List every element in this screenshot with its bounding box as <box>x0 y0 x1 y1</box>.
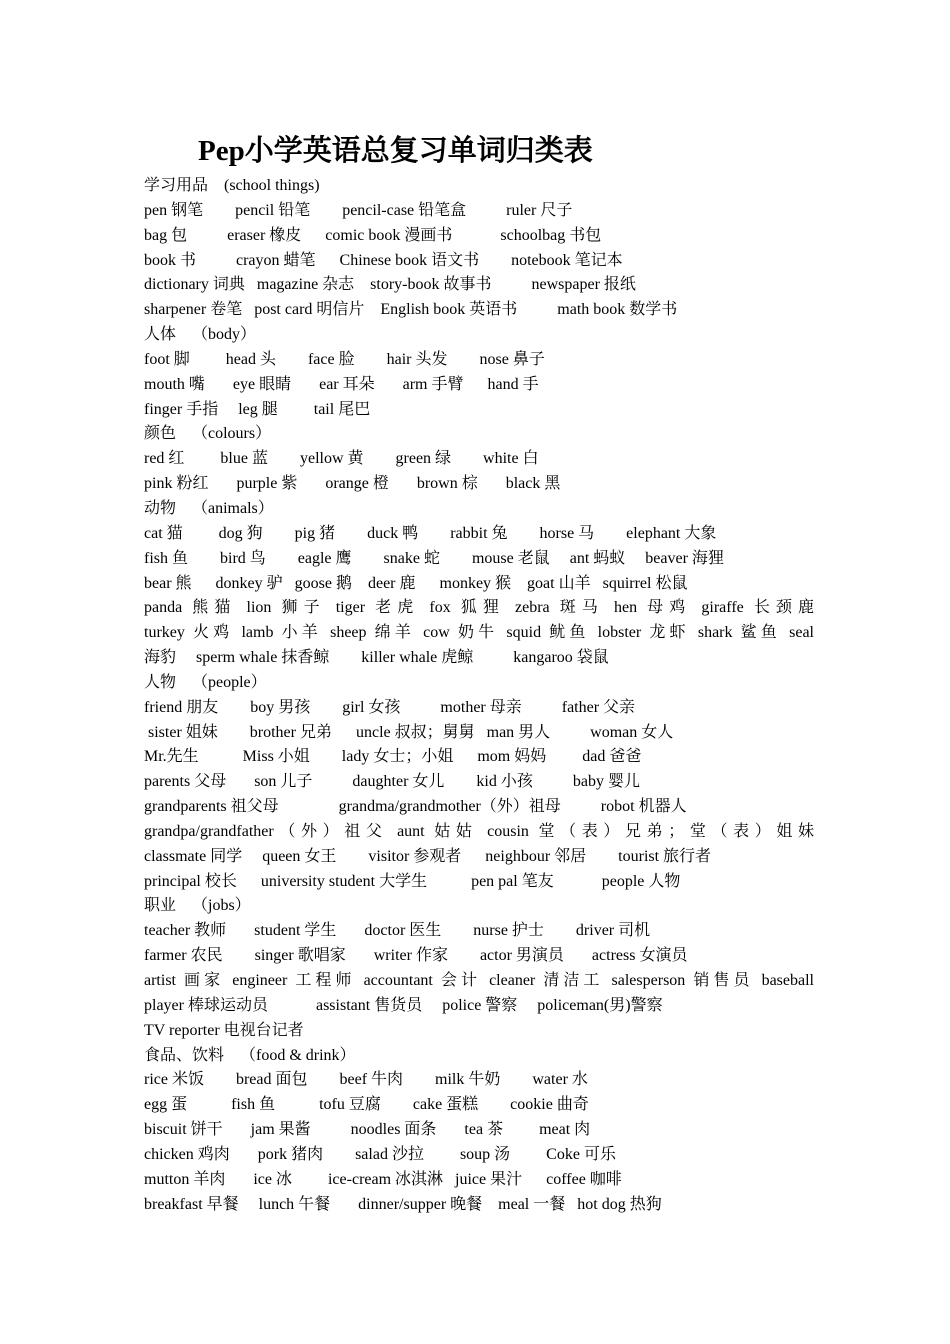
text-line: friend 朋友 boy 男孩 girl 女孩 mother 母亲 father 父亲 <box>144 698 636 716</box>
vocabulary-list <box>144 174 814 1217</box>
text-line: finger 手指 leg 腿 tail 尾巴 <box>144 400 371 418</box>
text-line: player 棒球运动员 assistant 售货员 police 警察 policeman(男)警察 <box>144 996 663 1014</box>
text-line: TV reporter 电视台记者 <box>144 1021 304 1039</box>
text-line: Mr.先生 Miss 小姐 lady 女士；小姐 mom 妈妈 dad 爸爸 <box>144 748 642 766</box>
text-line: 人体 （body） <box>144 326 257 344</box>
text-line: bag 包 eraser 橡皮 comic book 漫画书 schoolbag 书包 <box>144 226 602 244</box>
text-line: parents 父母 son 儿子 daughter 女儿 kid 小孩 baby 婴儿 <box>144 773 640 791</box>
text-line: pen 钢笔 pencil 铅笔 pencil-case 铅笔盒 ruler 尺子 <box>144 201 573 219</box>
text-line: teacher 教师 student 学生 doctor 医生 nurse 护士 driver 司机 <box>144 922 651 940</box>
text-line: dictionary 词典 magazine 杂志 story-book 故事书 newspaper 报纸 <box>144 276 636 294</box>
text-line: egg 蛋 fish 鱼 tofu 豆腐 cake 蛋糕 cookie 曲奇 <box>144 1096 589 1114</box>
text-line: 职业 （jobs） <box>144 897 251 915</box>
text-line: 食品、饮料 （food & drink） <box>144 1046 356 1064</box>
text-line: fish 鱼 bird 鸟 eagle 鹰 snake 蛇 mouse 老鼠 ant 蚂蚁 beaver 海狸 <box>144 549 724 567</box>
text-line: biscuit 饼干 jam 果酱 noodles 面条 tea 茶 meat 肉 <box>144 1121 591 1139</box>
text-line: pink 粉红 purple 紫 orange 橙 brown 棕 black 黑 <box>144 475 561 493</box>
text-line: mouth 嘴 eye 眼睛 ear 耳朵 arm 手臂 hand 手 <box>144 375 539 393</box>
text-line: 学习用品 (school things) <box>144 177 320 194</box>
text-line: 颜色 （colours） <box>144 425 272 443</box>
text-line: book 书 crayon 蜡笔 Chinese book 语文书 notebook 笔记本 <box>144 251 623 269</box>
text-line: 动物 （animals） <box>144 499 274 517</box>
text-line: foot 脚 head 头 face 脸 hair 头发 nose 鼻子 <box>144 350 545 368</box>
text-line: artist 画家 engineer 工程师 accountant 会计 cleaner 清洁工 salesperson 销售员 baseball <box>144 972 814 989</box>
text-line: 海豹 sperm whale 抹香鲸 killer whale 虎鲸 kangaroo 袋鼠 <box>144 649 609 667</box>
text-line: turkey 火鸡 lamb 小羊 sheep 绵羊 cow 奶牛 squid 鱿鱼 lobster 龙虾 shark 鲨鱼 seal <box>144 624 814 642</box>
text-line: chicken 鸡肉 pork 猪肉 salad 沙拉 soup 汤 Coke 可乐 <box>144 1145 616 1163</box>
document-title: Pep小学英语总复习单词归类表 <box>198 135 593 167</box>
text-line: sister 姐妹 brother 兄弟 uncle 叔叔；舅舅 man 男人 woman 女人 <box>144 723 674 741</box>
text-line: rice 米饭 bread 面包 beef 牛肉 milk 牛奶 water 水 <box>144 1071 588 1089</box>
text-line: red 红 blue 蓝 yellow 黄 green 绿 white 白 <box>144 450 539 468</box>
text-line: cat 猫 dog 狗 pig 猪 duck 鸭 rabbit 兔 horse 马 elephant 大象 <box>144 524 717 542</box>
text-line: farmer 农民 singer 歌唱家 writer 作家 actor 男演员 actress 女演员 <box>144 947 688 965</box>
text-line: panda 熊猫 lion 狮子 tiger 老虎 fox 狐狸 zebra 斑马 hen 母鸡 giraffe 长颈鹿 <box>144 599 814 617</box>
text-line: mutton 羊肉 ice 冰 ice-cream 冰淇淋 juice 果汁 coffee 咖啡 <box>144 1170 622 1188</box>
text-line: principal 校长 university student 大学生 pen pal 笔友 people 人物 <box>144 872 681 890</box>
text-line: grandpa/grandfather（外）祖父 aunt 姑姑 cousin 堂（表）兄弟；堂（表）姐妹 <box>144 822 814 840</box>
text-line: classmate 同学 queen 女王 visitor 参观者 neighbour 邻居 tourist 旅行者 <box>144 847 712 865</box>
text-line: grandparents 祖父母 grandma/grandmother（外）祖母 robot 机器人 <box>144 798 687 816</box>
text-line: breakfast 早餐 lunch 午餐 dinner/supper 晚餐 meal 一餐 hot dog 热狗 <box>144 1195 662 1213</box>
text-line: bear 熊 donkey 驴 goose 鹅 deer 鹿 monkey 猴 goat 山羊 squirrel 松鼠 <box>144 574 688 592</box>
text-line: sharpener 卷笔 post card 明信片 English book 英语书 math book 数学书 <box>144 301 678 319</box>
text-line: 人物 （people） <box>144 673 267 691</box>
